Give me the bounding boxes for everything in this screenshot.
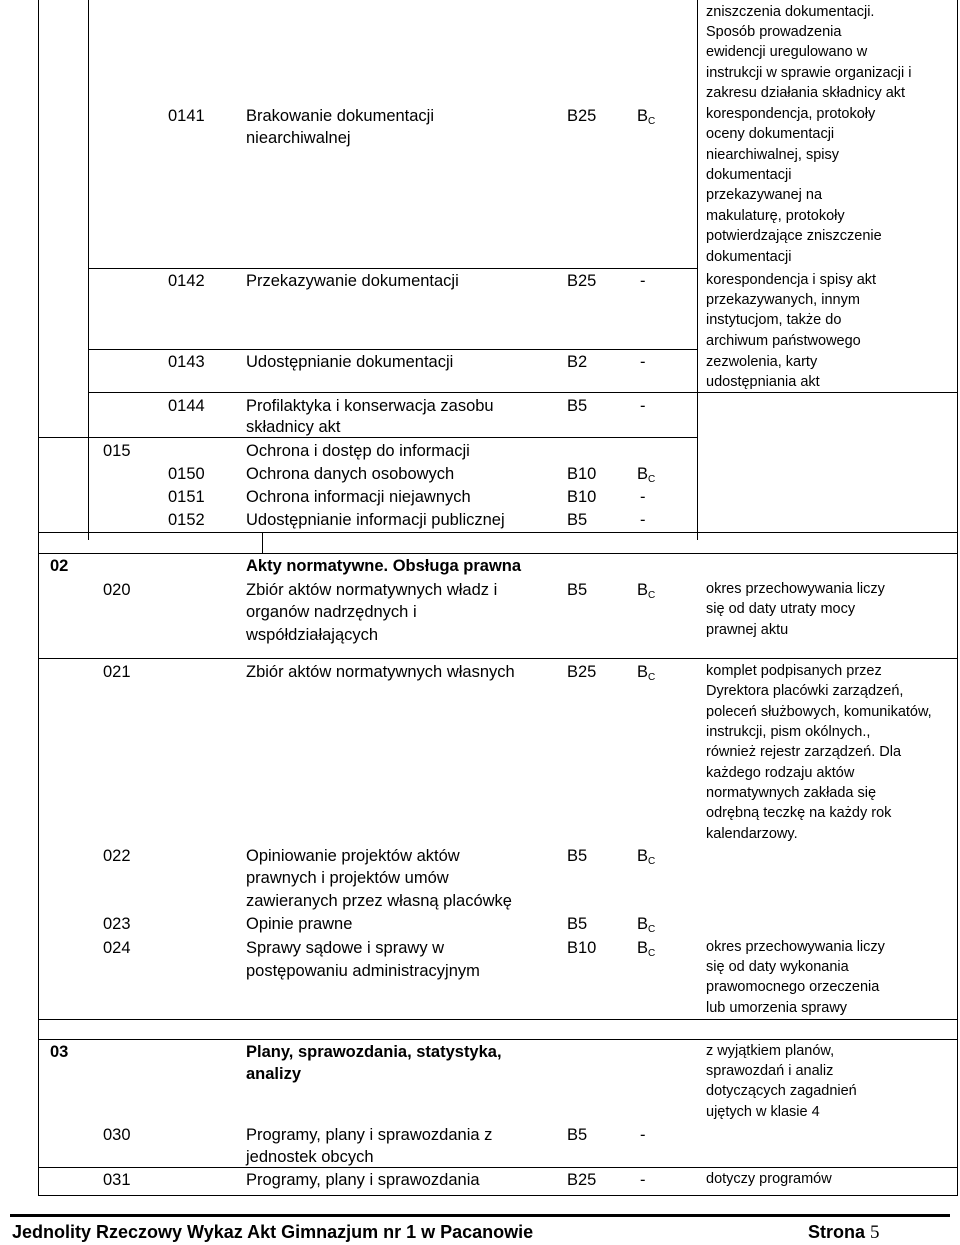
row-name: Ochrona danych osobowych [246,465,455,483]
row-code: 0142 [168,272,205,290]
note-0141-line: przekazywanej na [706,187,823,203]
row-category-2: $B_C$ [637,465,656,485]
note-line: archiwum państwowego [706,333,861,349]
note-line: sprawozdań i analiz [706,1063,834,1079]
row-name: postępowaniu administracyjnym [246,962,480,980]
row-category: B25 [567,272,597,290]
class-name: Akty normatywne. Obsługa prawna [246,557,522,575]
row-name: Zbiór aktów normatywnych własnych [246,663,515,681]
table-border-left [38,0,39,1196]
page-label: Strona [808,1222,866,1242]
row-code: 021 [103,663,131,681]
note-line: kalendarzowy. [706,826,798,842]
row-category-2: $B_C$ [637,107,656,127]
note-line: zezwolenia, karty [706,354,818,370]
row-divider [38,1019,957,1020]
row-code: 0144 [168,397,205,415]
note-0141-line: Sposób prowadzenia [706,24,842,40]
class-code: 03 [50,1043,69,1061]
row-code: 0150 [168,465,205,483]
table-border-right [957,0,958,1196]
row-code: 020 [103,581,131,599]
class-name: Plany, sprawozdania, statystyka, [246,1043,502,1061]
row-name: Przekazywanie dokumentacji [246,272,459,290]
row-category: B10 [567,465,597,483]
note-0141-line: zakresu działania składnicy akt [706,85,906,101]
row-code: 030 [103,1126,131,1144]
row-category: B25 [567,663,597,681]
note-line: Dyrektora placówki zarządzeń, [706,683,904,699]
note-line: się od daty wykonania [706,959,849,975]
note-line: dotyczących zagadnień [706,1083,857,1099]
row-category-2: $B_C$ [637,663,656,683]
row-category: B2 [567,353,588,371]
row-name: Udostępnianie informacji publicznej [246,511,505,529]
note-0141-line: oceny dokumentacji [706,126,835,142]
note-line: ujętych w klasie 4 [706,1104,820,1120]
row-category-2: - [640,488,646,506]
note-0141-line: potwierdzające zniszczenie [706,228,882,244]
row-category: B5 [567,397,588,415]
row-name: organów nadrzędnych i [246,603,417,621]
row-category-2: $B_C$ [637,915,656,935]
row-name: Udostępnianie dokumentacji [246,353,454,371]
footer-title: Jednolity Rzeczowy Wykaz Akt Gimnazjum nr 1 w Pacanowie [12,1222,534,1242]
row-category: B5 [567,847,588,865]
row-category-2: - [640,511,646,529]
note-line: prawomocnego orzeczenia [706,979,880,995]
note-0141-line: dokumentacji [706,167,792,183]
row-name: Profilaktyka i konserwacja zasobu [246,397,494,415]
note-0141-line: makulaturę, protokoły [706,208,845,224]
note-0141-line: ewidencji uregulowano w [706,44,868,60]
group-code: 015 [103,442,131,460]
note-line: okres przechowywania liczy [706,581,885,597]
note-line: korespondencja i spisy akt [706,272,877,288]
row-category-2: $B_C$ [637,581,656,601]
row-divider [38,658,957,659]
row-category: B25 [567,1171,597,1189]
row-name: Opinie prawne [246,915,353,933]
row-divider [38,553,957,554]
note-line: dotyczy programów [706,1171,832,1187]
row-category: B5 [567,915,588,933]
row-name: współdziałających [246,626,379,644]
row-name: niearchiwalnej [246,129,351,147]
class-code: 02 [50,557,69,575]
row-category: B25 [567,107,597,125]
row-divider [38,532,957,533]
row-name: Programy, plany i sprawozdania [246,1171,480,1189]
col-divider-notes [697,0,698,540]
row-name: składnicy akt [246,418,341,436]
note-line: się od daty utraty mocy [706,601,856,617]
row-category: B5 [567,1126,588,1144]
footer-rule [10,1214,950,1217]
row-category: B10 [567,488,597,506]
row-divider [38,1039,957,1040]
row-name: Programy, plany i sprawozdania z [246,1126,493,1144]
row-code: 023 [103,915,131,933]
row-divider [38,437,697,438]
note-0141-line: zniszczenia dokumentacji. [706,4,875,20]
note-line: prawnej aktu [706,622,789,638]
row-category-2: $B_C$ [637,847,656,867]
row-code: 0152 [168,511,205,529]
note-line: z wyjątkiem planów, [706,1043,835,1059]
note-line: normatywnych zakłada się [706,785,877,801]
row-category-2: - [640,397,646,415]
note-line: okres przechowywania liczy [706,939,885,955]
row-name: Brakowanie dokumentacji [246,107,435,125]
row-category-2: - [640,353,646,371]
note-line: odrębną teczkę na każdy rok [706,805,892,821]
row-name: Ochrona informacji niejawnych [246,488,471,506]
row-divider [88,349,697,350]
col-divider-sub [262,532,263,554]
note-line: komplet podpisanych przez [706,663,882,679]
note-line: poleceń służbowych, komunikatów, [706,704,932,720]
note-line: lub umorzenia sprawy [706,1000,848,1016]
note-0141-line: instrukcji w sprawie organizacji i [706,65,912,81]
row-category-2: - [640,1126,646,1144]
row-category: B10 [567,939,597,957]
note-line: instytucjom, także do [706,312,842,328]
row-category-2: $B_C$ [637,939,656,959]
note-line: każdego rodzaju aktów [706,765,855,781]
group-name: Ochrona i dostęp do informacji [246,442,470,460]
note-0141-line: dokumentacji [706,249,792,265]
row-code: 022 [103,847,131,865]
row-category-2: - [640,272,646,290]
row-name: jednostek obcych [246,1148,374,1166]
row-category: B5 [567,581,588,599]
note-line: również rejestr zarządzeń. Dla [706,744,902,760]
row-code: 0141 [168,107,205,125]
page-number: 5 [870,1222,880,1243]
note-0141-line: niearchiwalnej, spisy [706,147,839,163]
row-category: B5 [567,511,588,529]
col-divider-code [88,0,89,540]
row-category-2: - [640,1171,646,1189]
class-name: analizy [246,1065,302,1083]
row-divider [88,268,697,269]
row-code: 024 [103,939,131,957]
row-divider [38,1167,957,1168]
page-indicator [808,1222,880,1244]
row-name: Sprawy sądowe i sprawy w [246,939,445,957]
note-0141-line: korespondencja, protokoły [706,106,876,122]
row-code: 0151 [168,488,205,506]
row-name: zawieranych przez własną placówkę [246,892,512,910]
row-divider [38,1195,957,1196]
note-line: przekazywanych, innym [706,292,860,308]
row-name: Zbiór aktów normatywnych władz i [246,581,498,599]
note-line: udostępniania akt [706,374,820,390]
note-line: instrukcji, pism okólnych., [706,724,871,740]
row-divider [88,392,957,393]
row-name: Opiniowanie projektów aktów [246,847,460,865]
row-code: 031 [103,1171,131,1189]
row-name: prawnych i projektów umów [246,869,449,887]
row-code: 0143 [168,353,205,371]
